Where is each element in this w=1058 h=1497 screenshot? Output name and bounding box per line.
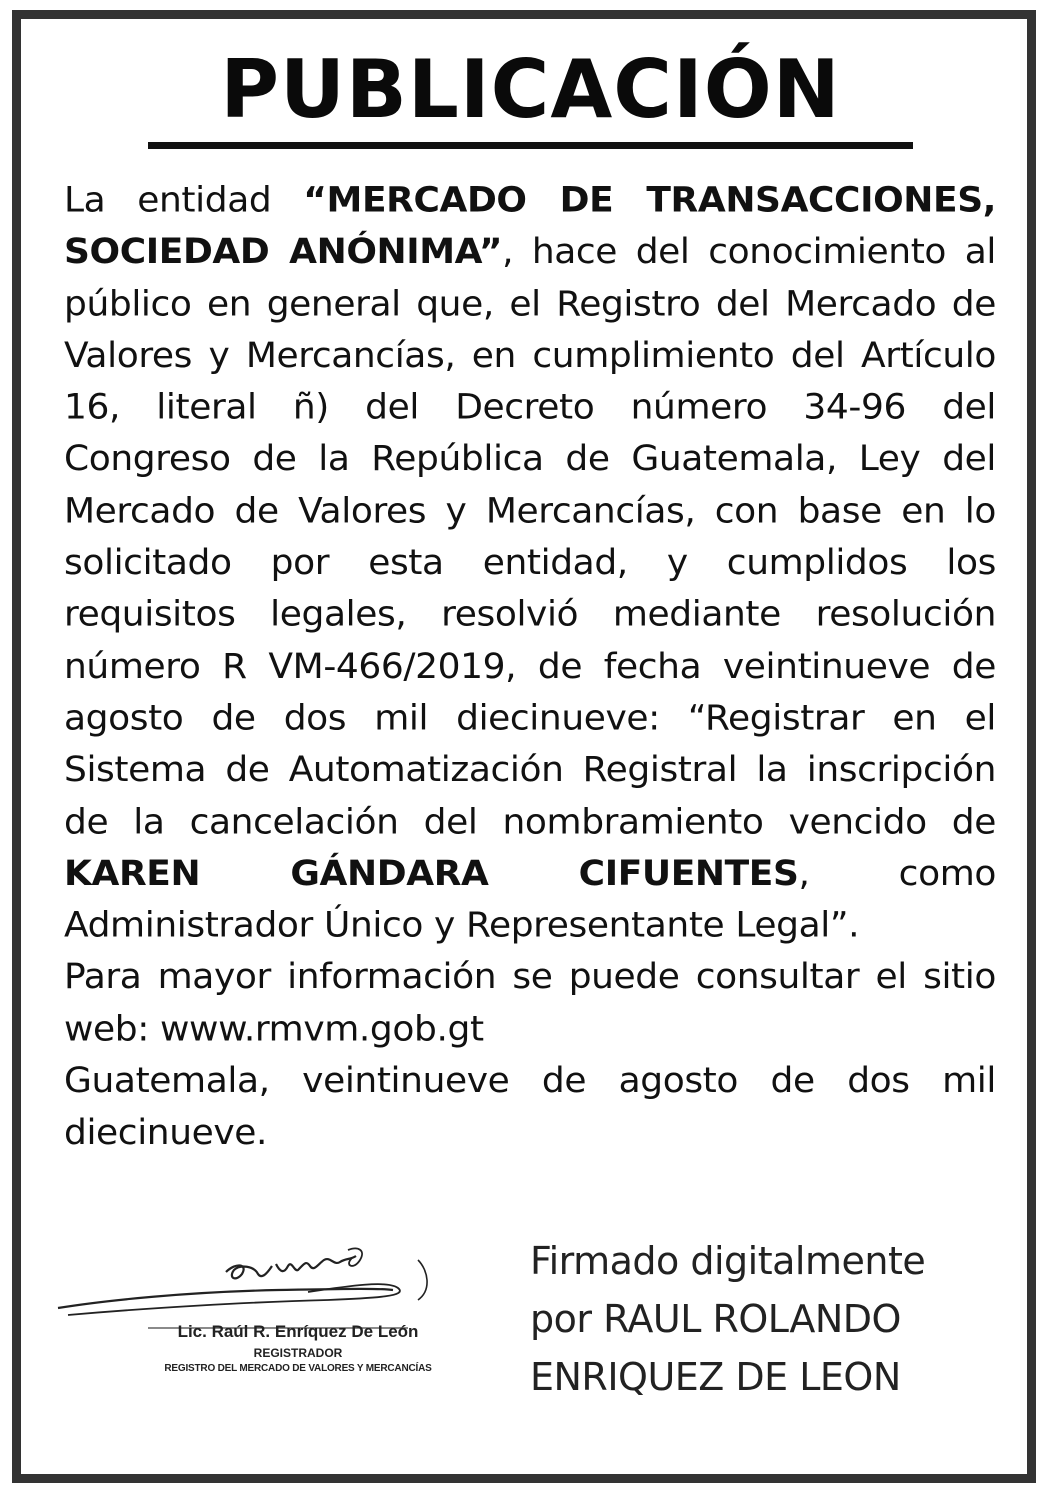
intro-text: La entidad (64, 180, 304, 220)
digital-signature-note (530, 1232, 1010, 1406)
resolution-text: , hace del conocimiento al público en general que, el Registro del Mercado de Valores y Mercancías, en cumplimiento del Artículo 16, literal ñ) del Decreto número 34-96 del Congreso de la República de Guatemala, Ley del Mercado de Valores y Mercancías, con base en lo solicitado por esta entidad, y cumplidos los requisitos legales, resolvió mediante resolución número R VM-466/2019, de fecha veintinueve de agosto de dos mil diecinueve: “Registrar en el Sistema de Automatización Registral la inscripción de la cancelación del nombramiento vencido de (64, 232, 996, 842)
paragraph-date: Guatemala, veintinueve de agosto de dos mil diecinueve. (64, 1061, 996, 1153)
paragraph-info: Para mayor información se puede consultar el sitio web: www.rmvm.gob.gt (64, 958, 996, 1050)
digital-signature-line-3: ENRIQUEZ DE LEON (530, 1355, 901, 1399)
paragraph-main (64, 175, 996, 952)
handwritten-signature-icon (48, 1220, 488, 1330)
digital-signature-line-1: Firmado digitalmente (530, 1239, 926, 1283)
signatory-role: REGISTRADOR (253, 1346, 343, 1360)
signature-block (48, 1220, 488, 1410)
signatory-name: Lic. Raúl R. Enríquez De León (177, 1322, 419, 1341)
person-name: KAREN GÁNDARA CIFUENTES (64, 854, 799, 894)
document-title: PUBLICACIÓN (220, 43, 841, 136)
publication-body (64, 175, 996, 1160)
resolution-end: , como Administrador Único y Representante Legal”. (64, 854, 996, 946)
entity-name: “MERCADO DE TRANSACCIONES, SOCIEDAD ANÓNIMA” (64, 180, 996, 272)
signatory-organization: REGISTRO DEL MERCADO DE VALORES Y MERCANCÍAS (164, 1363, 432, 1374)
title-underline (148, 142, 913, 149)
digital-signature-line-2: por RAUL ROLANDO (530, 1297, 901, 1341)
